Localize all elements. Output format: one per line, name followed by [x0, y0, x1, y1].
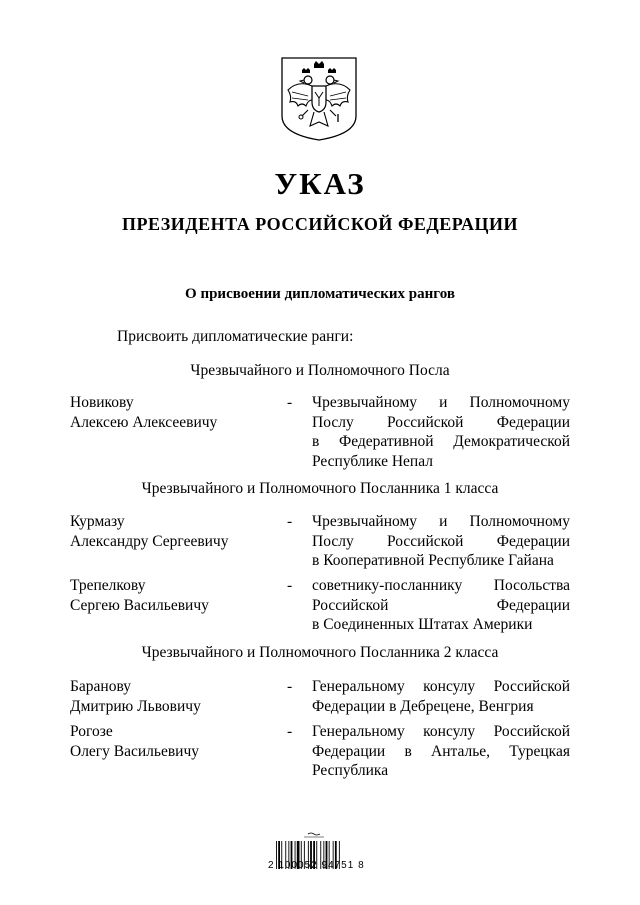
appointee-name: Рогозе Олегу Васильевичу — [70, 723, 200, 760]
appointee-position: советнику-посланнику Посольства Российской Федерации в Соединенных Штатах Америки — [312, 577, 570, 633]
issuer-title: ПРЕЗИДЕНТА РОССИЙСКОЙ ФЕДЕРАЦИИ — [122, 214, 518, 234]
appointee-position: Генеральному консулу Российской Федерации в Анталье, Турецкая Республика — [312, 723, 570, 779]
appointee-name: Баранову Дмитрию Львовичу — [70, 678, 201, 715]
appointee-position: Чрезвычайному и Полномочному Послу Российской Федерации в Кооперативной Республике Гайана — [312, 513, 570, 569]
document-type-title: УКАЗ — [274, 166, 366, 201]
decree-intro: Присвоить дипломатические ранги: — [117, 328, 354, 345]
barcode-icon — [270, 822, 358, 882]
appointee-name: Новикову Алексею Алексеевичу — [70, 394, 218, 431]
appointee-name: Трепелкову Сергею Васильевичу — [70, 577, 209, 614]
appointee-position: Генеральному консулу Российской Федерации в Дебрецене, Венгрия — [312, 678, 570, 715]
decree-subject: О присвоении дипломатических рангов — [185, 286, 455, 302]
appointee-name: Курмазу Александру Сергеевичу — [70, 513, 229, 550]
barcode-number: 2 100052 94751 8 — [268, 860, 365, 871]
appointee-position: Чрезвычайному и Полномочному Послу Российской Федерации в Федеративной Демократической Республике Непал — [312, 394, 570, 470]
coat-of-arms-icon — [278, 56, 360, 142]
document-page: УКАЗ ПРЕЗИДЕНТА РОССИЙСКОЙ ФЕДЕРАЦИИ О присвоении дипломатических рангов Присвоить дипломатические ранги: Чрезвычайного и Полномочного Посла Новикову Алексею Алексеевичу - Чрезвычайному и Полномочному Послу Российской Федерации в Федеративной Демократической Республике Непал Чрезвычайного и Полномочного Посланника 1 класса Курмазу Александру Сергеевичу - Чрезвычайному и Полномочному Послу Российской Федерации в Кооперативной Республике Гайана Трепелкову Сергею Васильевичу - советнику-посланнику Посольства Российской Федерации в Соединенных Штатах Америки Чрезвычайного и Полномочного Посланника 2 класса Баранову Дмитрию Львовичу - Генеральному консулу Российской Федерации в Дебрецене, Венгрия Рогозе Олегу Васильевичу - Генеральному консулу Российской Федерации в Анталье, Турецкая Республика 2 100052 94751 8 — [0, 0, 640, 905]
rank-heading: Чрезвычайного и Полномочного Посланника 1 класса — [141, 480, 499, 497]
rank-heading: Чрезвычайного и Полномочного Посла — [190, 362, 450, 379]
rank-heading: Чрезвычайного и Полномочного Посланника 2 класса — [141, 644, 499, 661]
